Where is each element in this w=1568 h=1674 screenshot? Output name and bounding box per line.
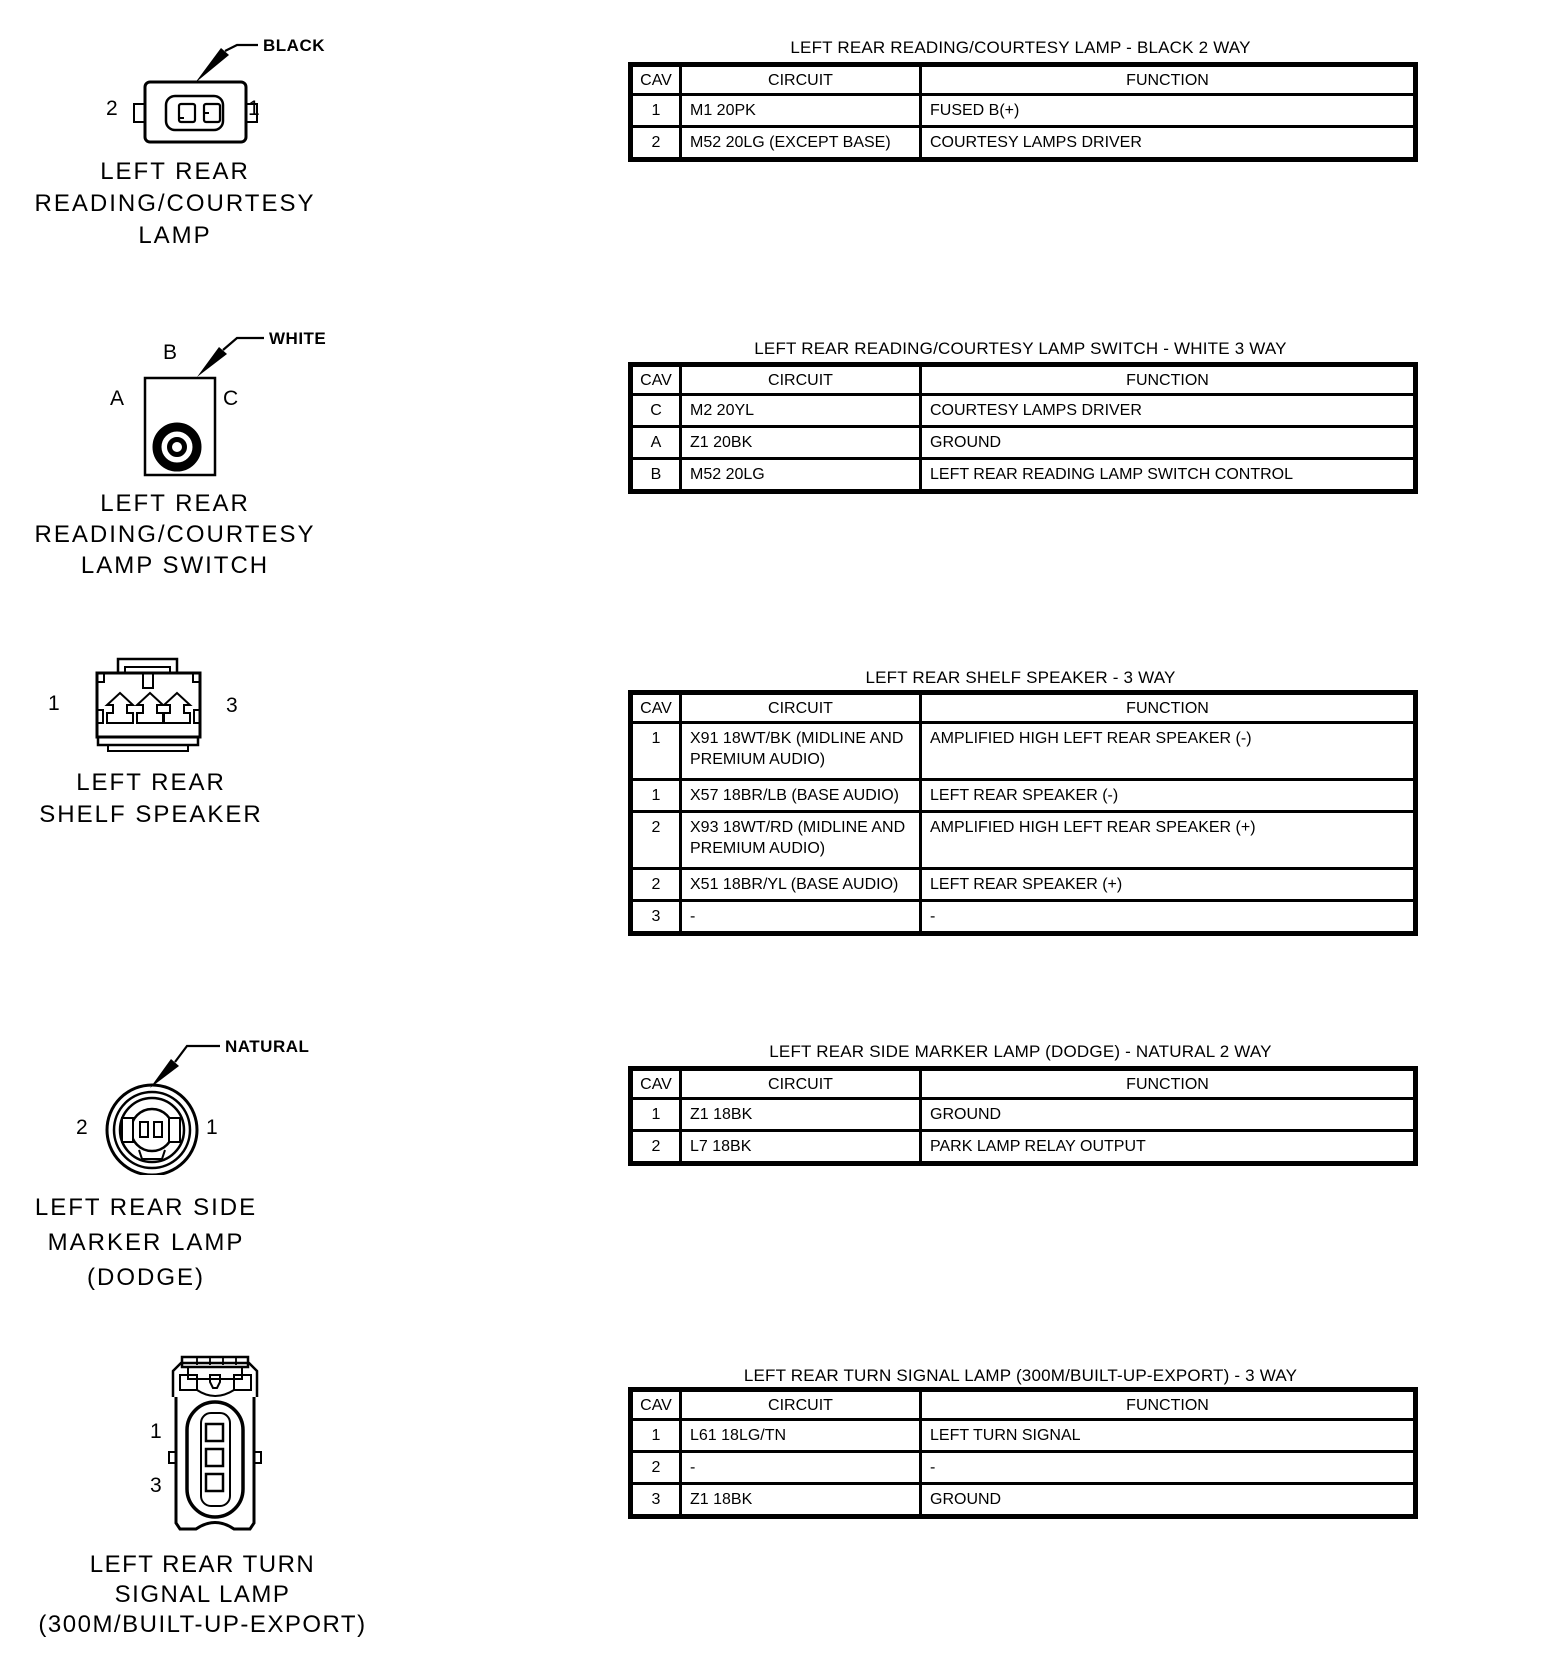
- caption-line: SIGNAL LAMP: [114, 1581, 291, 1608]
- table-row: [631, 459, 1416, 492]
- pin-label: 3: [150, 1474, 162, 1497]
- table-row: [631, 427, 1416, 459]
- function-cell: AMPLIFIED HIGH LEFT REAR SPEAKER (+): [921, 812, 1416, 869]
- cav-cell: 1: [631, 780, 681, 812]
- col-header-function: FUNCTION: [921, 1069, 1416, 1099]
- circuit-cell: X93 18WT/RD (MIDLINE AND PREMIUM AUDIO): [681, 812, 921, 869]
- function-cell: PARK LAMP RELAY OUTPUT: [921, 1131, 1416, 1164]
- header-row: [631, 65, 1416, 95]
- function-cell: COURTESY LAMPS DRIVER: [921, 395, 1416, 427]
- circuit-cell: L7 18BK: [681, 1131, 921, 1164]
- leader-arrow-icon: [150, 1059, 179, 1088]
- connector-turn-signal-diagram: [140, 1290, 315, 1550]
- function-cell: LEFT REAR READING LAMP SWITCH CONTROL: [921, 459, 1416, 492]
- col-header-cav: CAV: [631, 693, 681, 723]
- cav-cell: 2: [631, 869, 681, 901]
- col-header-function: FUNCTION: [921, 65, 1416, 95]
- cav-cell: 1: [631, 1099, 681, 1131]
- cav-cell: 2: [631, 127, 681, 160]
- col-header-cav: CAV: [631, 1069, 681, 1099]
- col-header-cav: CAV: [631, 65, 681, 95]
- col-header-function: FUNCTION: [921, 1390, 1416, 1420]
- table-row: [631, 812, 1416, 869]
- table-title: LEFT REAR SHELF SPEAKER - 3 WAY: [865, 668, 1176, 687]
- caption-line: LEFT REAR: [100, 490, 250, 517]
- circuit-cell: M52 20LG: [681, 459, 921, 492]
- circuit-cell: Z1 20BK: [681, 427, 921, 459]
- pin-label: 3: [226, 694, 238, 717]
- connector-color-label: BLACK: [263, 36, 325, 55]
- pin-label: 1: [48, 692, 60, 715]
- leader-arrow-icon: [197, 347, 227, 377]
- caption-line: (300M/BUILT-UP-EXPORT): [38, 1611, 367, 1638]
- table-row: [631, 1484, 1416, 1517]
- cav-cell: 1: [631, 95, 681, 127]
- table-row: [631, 901, 1416, 934]
- col-header-circuit: CIRCUIT: [681, 1069, 921, 1099]
- circuit-cell: M52 20LG (EXCEPT BASE): [681, 127, 921, 160]
- pin-label: 2: [76, 1116, 88, 1139]
- caption-line: SHELF SPEAKER: [39, 801, 263, 828]
- pin-label: A: [110, 387, 125, 410]
- header-row: [631, 1390, 1416, 1420]
- caption-line: READING/COURTESY: [34, 190, 316, 217]
- function-cell: LEFT REAR SPEAKER (-): [921, 780, 1416, 812]
- connector-color-label: NATURAL: [225, 1037, 310, 1056]
- circuit-cell: Z1 18BK: [681, 1484, 921, 1517]
- table-title: LEFT REAR TURN SIGNAL LAMP (300M/BUILT-UP-EXPORT) - 3 WAY: [743, 1366, 1298, 1385]
- connector-natural-2way-diagram: [50, 985, 300, 1175]
- table-title: LEFT REAR READING/COURTESY LAMP SWITCH - WHITE 3 WAY: [754, 339, 1287, 358]
- circuit-cell: L61 18LG/TN: [681, 1420, 921, 1452]
- col-header-circuit: CIRCUIT: [681, 65, 921, 95]
- col-header-circuit: CIRCUIT: [681, 693, 921, 723]
- caption-line: LAMP SWITCH: [80, 552, 270, 579]
- circuit-cell: M1 20PK: [681, 95, 921, 127]
- table-row: [631, 127, 1416, 160]
- caption-line: READING/COURTESY: [34, 521, 316, 548]
- table-row: [631, 723, 1416, 780]
- connector-caption: [30, 1550, 375, 1640]
- function-cell: GROUND: [921, 1099, 1416, 1131]
- connector-caption: [25, 488, 325, 581]
- pin-label: C: [223, 387, 239, 410]
- header-row: [631, 365, 1416, 395]
- circuit-cell: X57 18BR/LB (BASE AUDIO): [681, 780, 921, 812]
- leader-arrow-icon: [195, 48, 229, 83]
- function-cell: AMPLIFIED HIGH LEFT REAR SPEAKER (-): [921, 723, 1416, 780]
- pin-label: 1: [248, 97, 260, 120]
- cav-cell: 3: [631, 1484, 681, 1517]
- caption-line: MARKER LAMP: [47, 1229, 245, 1256]
- pinout-table-lamp-switch: [628, 362, 1418, 494]
- caption-line: LEFT REAR: [100, 158, 250, 185]
- function-cell: LEFT TURN SIGNAL: [921, 1420, 1416, 1452]
- cav-cell: 2: [631, 1452, 681, 1484]
- col-header-function: FUNCTION: [921, 365, 1416, 395]
- function-cell: -: [921, 1452, 1416, 1484]
- circuit-cell: X91 18WT/BK (MIDLINE AND PREMIUM AUDIO): [681, 723, 921, 780]
- pinout-table-turn-signal-lamp: [628, 1387, 1418, 1519]
- pinout-table-reading-courtesy-lamp: [628, 62, 1418, 162]
- table-row: [631, 95, 1416, 127]
- table-row: [631, 1452, 1416, 1484]
- pin-label: 1: [150, 1420, 162, 1443]
- table-row: [631, 1131, 1416, 1164]
- cav-cell: 2: [631, 812, 681, 869]
- table-title: LEFT REAR READING/COURTESY LAMP - BLACK 2 WAY: [790, 38, 1251, 57]
- header-row: [631, 693, 1416, 723]
- function-cell: GROUND: [921, 427, 1416, 459]
- col-header-circuit: CIRCUIT: [681, 365, 921, 395]
- col-header-circuit: CIRCUIT: [681, 1390, 921, 1420]
- connector-caption: [21, 1190, 271, 1295]
- col-header-cav: CAV: [631, 365, 681, 395]
- cav-cell: B: [631, 459, 681, 492]
- pin-label: 1: [206, 1116, 218, 1139]
- table-row: [631, 869, 1416, 901]
- function-cell: LEFT REAR SPEAKER (+): [921, 869, 1416, 901]
- caption-line: LEFT REAR SIDE: [34, 1194, 258, 1221]
- caption-line: LEFT REAR: [76, 769, 226, 796]
- connector-shelf-speaker-diagram: [40, 610, 310, 760]
- function-cell: -: [921, 901, 1416, 934]
- table-row: [631, 1420, 1416, 1452]
- circuit-cell: Z1 18BK: [681, 1099, 921, 1131]
- circuit-cell: X51 18BR/YL (BASE AUDIO): [681, 869, 921, 901]
- table-row: [631, 395, 1416, 427]
- cav-cell: 1: [631, 723, 681, 780]
- circuit-cell: M2 20YL: [681, 395, 921, 427]
- circuit-cell: -: [681, 901, 921, 934]
- caption-line: LEFT REAR TURN: [89, 1551, 316, 1578]
- cav-cell: 1: [631, 1420, 681, 1452]
- connector-caption: [26, 767, 276, 831]
- pin-label: 2: [106, 97, 118, 120]
- table-row: [631, 780, 1416, 812]
- pinout-table-shelf-speaker: [628, 690, 1418, 936]
- table-row: [631, 1099, 1416, 1131]
- function-cell: COURTESY LAMPS DRIVER: [921, 127, 1416, 160]
- table-title: LEFT REAR SIDE MARKER LAMP (DODGE) - NATURAL 2 WAY: [769, 1042, 1272, 1061]
- function-cell: GROUND: [921, 1484, 1416, 1517]
- circuit-cell: -: [681, 1452, 921, 1484]
- col-header-cav: CAV: [631, 1390, 681, 1420]
- col-header-function: FUNCTION: [921, 693, 1416, 723]
- caption-line: LAMP: [138, 222, 212, 249]
- connector-color-label: WHITE: [269, 329, 327, 348]
- cav-cell: 3: [631, 901, 681, 934]
- function-cell: FUSED B(+): [921, 95, 1416, 127]
- pin-label: B: [163, 341, 178, 364]
- header-row: [631, 1069, 1416, 1099]
- connector-caption: [25, 156, 325, 252]
- cav-cell: 2: [631, 1131, 681, 1164]
- cav-cell: C: [631, 395, 681, 427]
- pinout-table-side-marker-lamp: [628, 1066, 1418, 1166]
- caption-line: (DODGE): [87, 1264, 205, 1291]
- cav-cell: A: [631, 427, 681, 459]
